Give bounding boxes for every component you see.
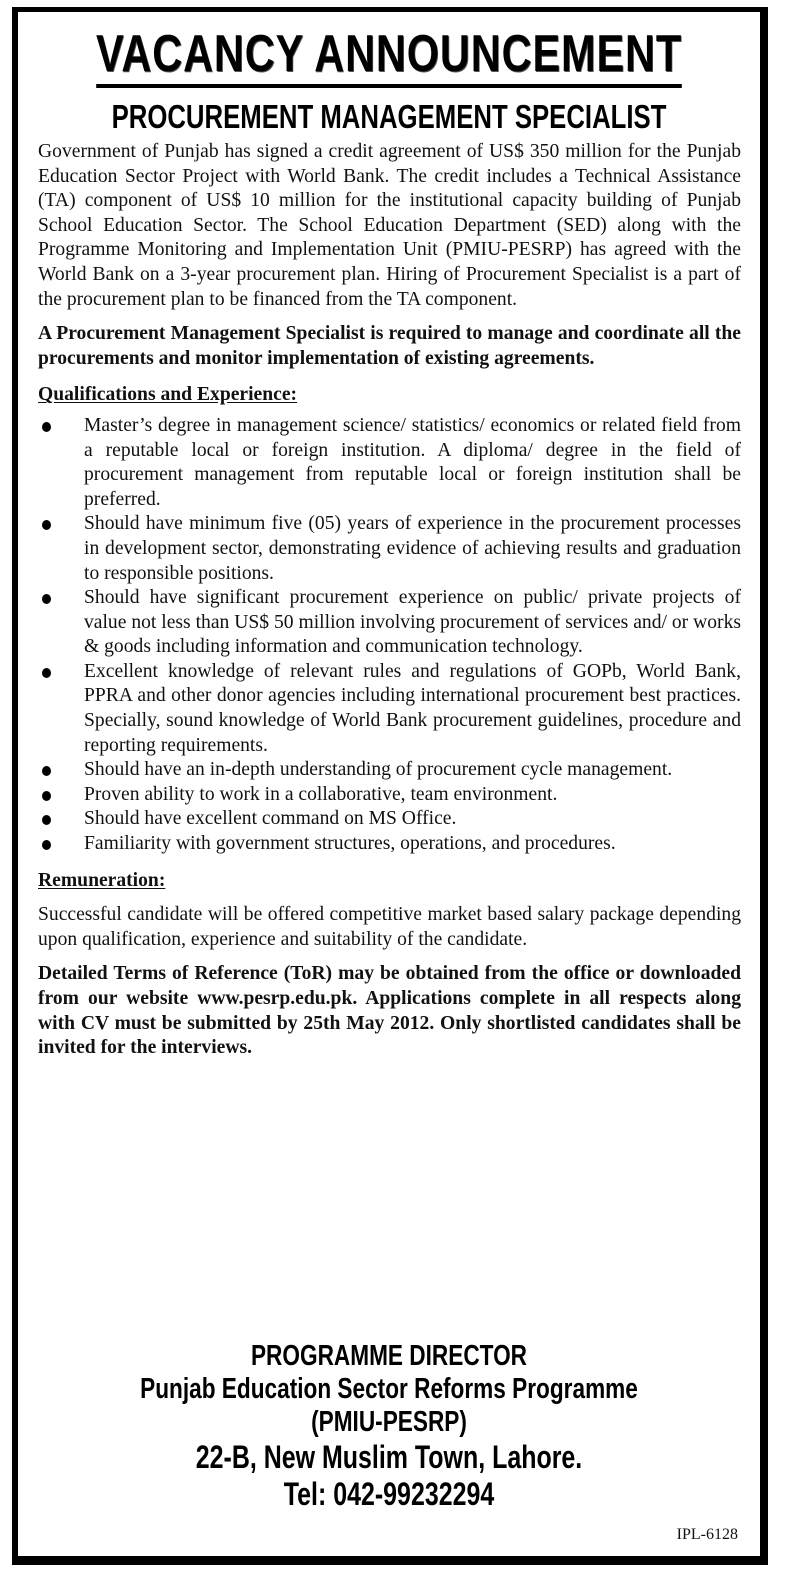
contact-phone: Tel: 042-99232294 — [283, 1476, 495, 1512]
contact-organization: Punjab Education Sector Reforms Programme — [140, 1373, 638, 1405]
list-item: Should have significant procurement experience on public/ private projects of value not less than US$ 50 million involving procurement of services and/ or works & goods including information and communication technology. — [38, 586, 741, 660]
qualifications-list — [38, 414, 741, 857]
qualifications-heading: Qualifications and Experience: — [38, 384, 298, 406]
bullet-icon — [42, 791, 51, 801]
application-instructions: Detailed Terms of Reference (ToR) may be obtained from the office or downloaded from our website www.pesrp.edu.pk. Applications complete in all respects along with CV must be submitted by 25th May 2012. Only shortlisted candidates shall be invited for the interviews. — [38, 963, 741, 1059]
list-item: Should have excellent command on MS Office. — [38, 807, 741, 832]
title-text: VACANCY ANNOUNCEMENT — [96, 25, 682, 88]
remuneration-text: Successful candidate will be offered competitive market based salary package depending upon qualification, experience and suitability of the candidate. — [38, 904, 741, 950]
list-item: Familiarity with government structures, operations, and procedures. — [38, 832, 741, 857]
list-item: Proven ability to work in a collaborative, team environment. — [38, 783, 741, 808]
contact-title: PROGRAMME DIRECTOR — [250, 1340, 528, 1372]
bullet-icon — [42, 422, 51, 432]
contact-block — [18, 1340, 760, 1513]
bullet-icon — [42, 520, 51, 530]
list-item: Should have an in-depth understanding of procurement cycle management. — [38, 758, 741, 783]
bullet-icon — [42, 668, 51, 678]
position-title: PROCUREMENT MANAGEMENT SPECIALIST — [111, 98, 667, 135]
remuneration-heading: Remuneration: — [38, 869, 166, 891]
main-content — [38, 140, 741, 1061]
bullet-icon — [42, 815, 51, 825]
bullet-icon — [42, 766, 51, 776]
bullet-icon — [42, 594, 51, 604]
page-title — [92, 24, 686, 84]
contact-abbreviation: (PMIU-PESRP) — [311, 1406, 467, 1438]
list-item: Master’s degree in management science/ statistics/ economics or related field from a reputable local or foreign institution. A diploma/ degree in the field of procurement management from reputable local or foreign institution shall be preferred. — [38, 414, 741, 512]
contact-address: 22-B, New Muslim Town, Lahore. — [195, 1439, 583, 1475]
list-item: Should have minimum five (05) years of experience in the procurement processes in development sector, demonstrating evidence of achieving results and graduation to responsible positions. — [38, 512, 741, 586]
bullet-icon — [42, 840, 51, 850]
list-item: Excellent knowledge of relevant rules and regulations of GOPb, World Bank, PPRA and other donor agencies including international procurement best practices. Specially, sound knowledge of World Bank procurement guidelines, procedure and reporting requirements. — [38, 660, 741, 758]
intro-paragraph: Government of Punjab has signed a credit agreement of US$ 350 million for the Punjab Education Sector Project with World Bank. The credit includes a Technical Assistance (TA) component of US$ 10 million for the institutional capacity building of Punjab School Education Sector. The School Education Department (SED) along with the Programme Monitoring and Implementation Unit (PMIU-PESRP) has agreed with the World Bank on a 3-year procurement plan. Hiring of Procurement Specialist is a part of the procurement plan to be financed from the TA component. — [38, 141, 741, 310]
advertisement-frame — [12, 7, 768, 1565]
role-summary: A Procurement Management Specialist is required to manage and coordinate all the procurements and monitor implementation of existing agreements. — [38, 323, 741, 369]
reference-code: IPL-6128 — [676, 1526, 738, 1543]
